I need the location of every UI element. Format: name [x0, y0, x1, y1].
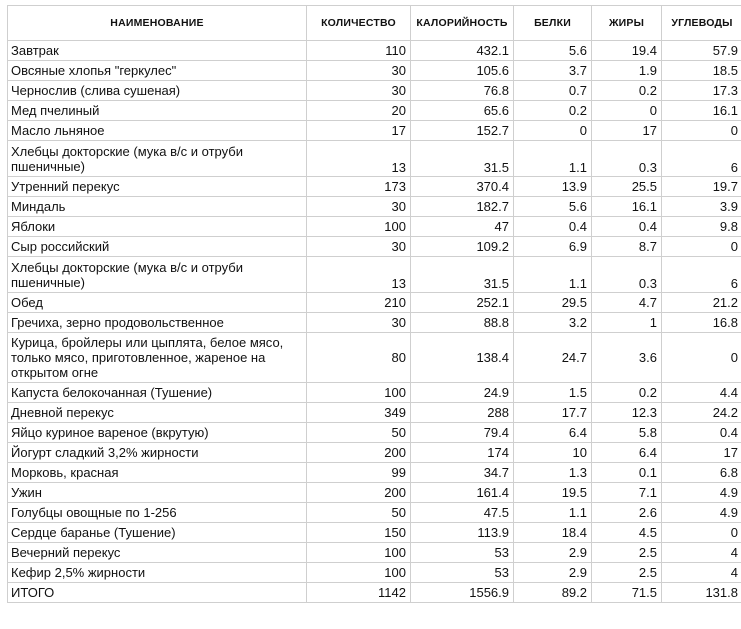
cell-carbs: 21.2: [662, 293, 741, 313]
cell-protein: 1.3: [514, 463, 592, 483]
table-row: [8, 463, 741, 483]
cell-name: Яблоки: [8, 217, 307, 237]
cell-calories: 370.4: [411, 177, 514, 197]
table-row: [8, 503, 741, 523]
cell-quantity: 30: [307, 313, 411, 333]
cell-name: Завтрак: [8, 41, 307, 61]
cell-quantity: 200: [307, 483, 411, 503]
cell-quantity: 13: [307, 257, 411, 293]
cell-protein: 0: [514, 121, 592, 141]
cell-name: Мед пчелиный: [8, 101, 307, 121]
cell-protein: 2.9: [514, 563, 592, 583]
cell-calories: 182.7: [411, 197, 514, 217]
cell-protein: 18.4: [514, 523, 592, 543]
cell-name: Морковь, красная: [8, 463, 307, 483]
cell-calories: 105.6: [411, 61, 514, 81]
table-row: [8, 423, 741, 443]
cell-carbs: 4.4: [662, 383, 741, 403]
cell-name: Гречиха, зерно продовольственное: [8, 313, 307, 333]
cell-quantity: 100: [307, 563, 411, 583]
cell-carbs: 18.5: [662, 61, 741, 81]
table-row: [8, 293, 741, 313]
cell-quantity: 30: [307, 81, 411, 101]
cell-fat: 0.3: [592, 257, 662, 293]
cell-name: Вечерний перекус: [8, 543, 307, 563]
cell-carbs: 4: [662, 563, 741, 583]
cell-fat: 19.4: [592, 41, 662, 61]
cell-calories: 252.1: [411, 293, 514, 313]
cell-fat: 71.5: [592, 583, 662, 603]
table-row: [8, 403, 741, 423]
column-header-protein: БЕЛКИ: [514, 6, 592, 41]
cell-quantity: 150: [307, 523, 411, 543]
column-header-fat: ЖИРЫ: [592, 6, 662, 41]
cell-carbs: 24.2: [662, 403, 741, 423]
cell-name: Хлебцы докторские (мука в/с и отруби пшеничные): [8, 257, 307, 293]
cell-quantity: 80: [307, 333, 411, 383]
cell-calories: 34.7: [411, 463, 514, 483]
cell-quantity: 100: [307, 543, 411, 563]
table-row: [8, 483, 741, 503]
cell-carbs: 0.4: [662, 423, 741, 443]
cell-quantity: 30: [307, 61, 411, 81]
cell-quantity: 200: [307, 443, 411, 463]
cell-quantity: 30: [307, 197, 411, 217]
cell-protein: 10: [514, 443, 592, 463]
cell-calories: 31.5: [411, 257, 514, 293]
cell-protein: 1.1: [514, 141, 592, 177]
cell-carbs: 3.9: [662, 197, 741, 217]
table-row: [8, 81, 741, 101]
cell-carbs: 4.9: [662, 483, 741, 503]
cell-carbs: 6: [662, 257, 741, 293]
cell-protein: 6.4: [514, 423, 592, 443]
cell-fat: 16.1: [592, 197, 662, 217]
cell-fat: 2.5: [592, 543, 662, 563]
cell-protein: 13.9: [514, 177, 592, 197]
cell-quantity: 110: [307, 41, 411, 61]
cell-carbs: 16.1: [662, 101, 741, 121]
table-row: [8, 101, 741, 121]
cell-fat: 12.3: [592, 403, 662, 423]
cell-protein: 17.7: [514, 403, 592, 423]
cell-name: Овсяные хлопья "геркулес": [8, 61, 307, 81]
cell-carbs: 0: [662, 333, 741, 383]
cell-calories: 65.6: [411, 101, 514, 121]
cell-quantity: 20: [307, 101, 411, 121]
table-row: [8, 523, 741, 543]
cell-carbs: 57.9: [662, 41, 741, 61]
cell-calories: 1556.9: [411, 583, 514, 603]
cell-protein: 0.4: [514, 217, 592, 237]
table-row: [8, 443, 741, 463]
table-row: [8, 583, 741, 603]
cell-protein: 2.9: [514, 543, 592, 563]
cell-protein: 89.2: [514, 583, 592, 603]
cell-name: Кефир 2,5% жирности: [8, 563, 307, 583]
cell-fat: 5.8: [592, 423, 662, 443]
cell-name: Голубцы овощные по 1-256: [8, 503, 307, 523]
cell-fat: 8.7: [592, 237, 662, 257]
table-row: [8, 313, 741, 333]
cell-calories: 152.7: [411, 121, 514, 141]
cell-calories: 31.5: [411, 141, 514, 177]
cell-quantity: 100: [307, 217, 411, 237]
column-header-carbs: УГЛЕВОДЫ: [662, 6, 741, 41]
cell-calories: 138.4: [411, 333, 514, 383]
cell-quantity: 173: [307, 177, 411, 197]
cell-quantity: 50: [307, 423, 411, 443]
cell-name: Капуста белокочанная (Тушение): [8, 383, 307, 403]
cell-fat: 2.6: [592, 503, 662, 523]
cell-calories: 109.2: [411, 237, 514, 257]
cell-calories: 53: [411, 563, 514, 583]
cell-name: Обед: [8, 293, 307, 313]
cell-carbs: 6.8: [662, 463, 741, 483]
cell-name: Чернослив (слива сушеная): [8, 81, 307, 101]
nutrition-table: [7, 5, 741, 603]
cell-carbs: 0: [662, 121, 741, 141]
cell-fat: 0.2: [592, 81, 662, 101]
table-row: [8, 383, 741, 403]
cell-fat: 0.3: [592, 141, 662, 177]
cell-carbs: 17.3: [662, 81, 741, 101]
table-row: [8, 543, 741, 563]
cell-fat: 0.4: [592, 217, 662, 237]
table-row: [8, 217, 741, 237]
cell-name: Яйцо куриное вареное (вкрутую): [8, 423, 307, 443]
cell-carbs: 17: [662, 443, 741, 463]
cell-fat: 25.5: [592, 177, 662, 197]
cell-protein: 1.5: [514, 383, 592, 403]
cell-name: Сердце баранье (Тушение): [8, 523, 307, 543]
cell-calories: 24.9: [411, 383, 514, 403]
cell-fat: 4.5: [592, 523, 662, 543]
cell-name: ИТОГО: [8, 583, 307, 603]
cell-calories: 88.8: [411, 313, 514, 333]
table-row: [8, 61, 741, 81]
cell-fat: 1.9: [592, 61, 662, 81]
cell-quantity: 17: [307, 121, 411, 141]
cell-calories: 47: [411, 217, 514, 237]
table-row: [8, 237, 741, 257]
cell-calories: 174: [411, 443, 514, 463]
cell-carbs: 0: [662, 523, 741, 543]
cell-name: Курица, бройлеры или цыплята, белое мясо, только мясо, приготовленное, жареное на открытом огне: [8, 333, 307, 383]
table-row: [8, 197, 741, 217]
cell-fat: 0: [592, 101, 662, 121]
column-header-calories: КАЛОРИЙНОСТЬ: [411, 6, 514, 41]
table-row: [8, 563, 741, 583]
cell-protein: 1.1: [514, 503, 592, 523]
header-row: [8, 6, 741, 41]
table-row: [8, 41, 741, 61]
cell-name: Хлебцы докторские (мука в/с и отруби пшеничные): [8, 141, 307, 177]
cell-carbs: 19.7: [662, 177, 741, 197]
cell-fat: 0.2: [592, 383, 662, 403]
cell-quantity: 30: [307, 237, 411, 257]
cell-quantity: 13: [307, 141, 411, 177]
cell-name: Дневной перекус: [8, 403, 307, 423]
cell-calories: 76.8: [411, 81, 514, 101]
cell-protein: 1.1: [514, 257, 592, 293]
table-row: [8, 177, 741, 197]
table-row: [8, 121, 741, 141]
cell-quantity: 50: [307, 503, 411, 523]
cell-quantity: 99: [307, 463, 411, 483]
cell-carbs: 4.9: [662, 503, 741, 523]
cell-quantity: 1142: [307, 583, 411, 603]
cell-calories: 113.9: [411, 523, 514, 543]
cell-calories: 47.5: [411, 503, 514, 523]
cell-fat: 2.5: [592, 563, 662, 583]
cell-calories: 288: [411, 403, 514, 423]
cell-carbs: 16.8: [662, 313, 741, 333]
cell-protein: 6.9: [514, 237, 592, 257]
cell-protein: 0.7: [514, 81, 592, 101]
column-header-name: НАИМЕНОВАНИЕ: [8, 6, 307, 41]
cell-protein: 5.6: [514, 41, 592, 61]
cell-fat: 1: [592, 313, 662, 333]
cell-carbs: 4: [662, 543, 741, 563]
cell-fat: 3.6: [592, 333, 662, 383]
cell-carbs: 9.8: [662, 217, 741, 237]
cell-quantity: 349: [307, 403, 411, 423]
cell-name: Ужин: [8, 483, 307, 503]
cell-fat: 7.1: [592, 483, 662, 503]
cell-calories: 432.1: [411, 41, 514, 61]
cell-name: Утренний перекус: [8, 177, 307, 197]
cell-fat: 4.7: [592, 293, 662, 313]
cell-fat: 17: [592, 121, 662, 141]
cell-fat: 6.4: [592, 443, 662, 463]
cell-carbs: 131.8: [662, 583, 741, 603]
column-header-quantity: КОЛИЧЕСТВО: [307, 6, 411, 41]
cell-name: Масло льняное: [8, 121, 307, 141]
cell-fat: 0.1: [592, 463, 662, 483]
cell-protein: 24.7: [514, 333, 592, 383]
cell-protein: 3.2: [514, 313, 592, 333]
cell-carbs: 6: [662, 141, 741, 177]
table-row: [8, 257, 741, 293]
cell-calories: 53: [411, 543, 514, 563]
table-row: [8, 333, 741, 383]
cell-protein: 0.2: [514, 101, 592, 121]
cell-name: Сыр российский: [8, 237, 307, 257]
cell-quantity: 100: [307, 383, 411, 403]
cell-protein: 29.5: [514, 293, 592, 313]
cell-calories: 79.4: [411, 423, 514, 443]
cell-calories: 161.4: [411, 483, 514, 503]
cell-name: Миндаль: [8, 197, 307, 217]
cell-quantity: 210: [307, 293, 411, 313]
cell-protein: 3.7: [514, 61, 592, 81]
cell-carbs: 0: [662, 237, 741, 257]
table-row: [8, 141, 741, 177]
cell-name: Йогурт сладкий 3,2% жирности: [8, 443, 307, 463]
cell-protein: 19.5: [514, 483, 592, 503]
cell-protein: 5.6: [514, 197, 592, 217]
